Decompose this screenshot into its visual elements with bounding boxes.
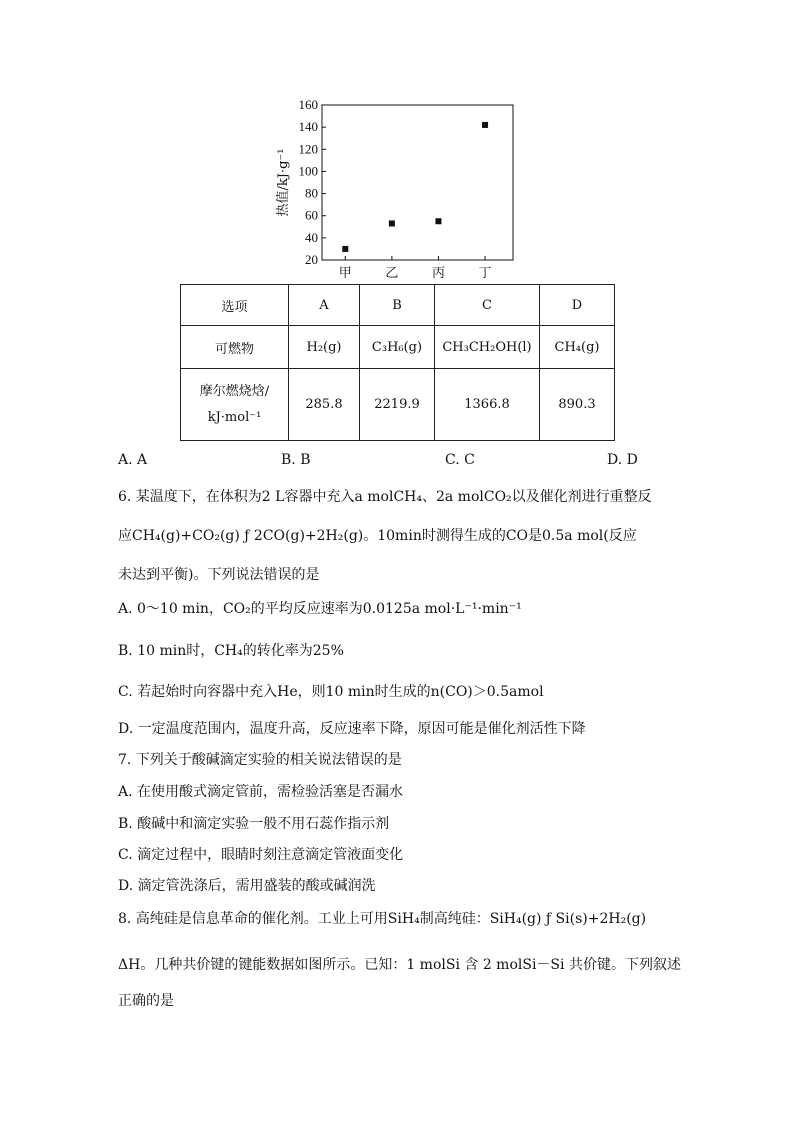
data-point xyxy=(435,218,441,224)
q6-stem-line2: 应CH₄(g)+CO₂(g) ƒ 2CO(g)+2H₂(g)。10min时测得生成的CO是0.5a mol(反应 xyxy=(118,528,637,544)
table-header-row xyxy=(181,285,615,326)
x-tick-label: 丙 xyxy=(431,266,445,281)
table-cell: 890.3 xyxy=(540,369,615,441)
table-cell: H₂(g) xyxy=(289,326,360,369)
y-tick-label: 60 xyxy=(305,207,318,223)
q6-stem-line1: 6. 某温度下，在体积为2 L容器中充入a molCH₄、2a molCO₂以及催化剂进行重整反 xyxy=(118,489,652,505)
q7-option-b: B. 酸碱中和滴定实验一般不用石蕊作指示剂 xyxy=(118,816,390,832)
data-point xyxy=(389,220,395,226)
x-tick-label: 乙 xyxy=(385,266,399,281)
combustion-enthalpy-table xyxy=(180,284,615,441)
heat-value-chart xyxy=(270,96,530,286)
plot-frame xyxy=(322,105,513,260)
x-tick-label: 甲 xyxy=(338,266,352,281)
q8-stem-line3: 正确的是 xyxy=(118,993,174,1009)
y-tick-label: 160 xyxy=(298,97,318,112)
q5-choice-b: B. B xyxy=(281,452,311,468)
chart-svg xyxy=(270,96,530,286)
q5-choice-a: A. A xyxy=(118,452,148,468)
q6-option-a: A. 0～10 min，CO₂的平均反应速率为0.0125a mol·L⁻¹·min⁻¹ xyxy=(118,601,522,617)
table-row xyxy=(181,326,615,369)
table-header-cell: 选项 xyxy=(181,285,289,326)
q8-stem-line2: ΔH。几种共价键的键能数据如图所示。已知：1 molSi 含 2 molSi－Si 共价键。下列叙述 xyxy=(118,957,681,973)
x-tick-label: 丁 xyxy=(478,266,492,281)
q7-option-c: C. 滴定过程中，眼睛时刻注意滴定管液面变化 xyxy=(118,847,404,863)
y-tick-label: 100 xyxy=(298,163,318,179)
table-cell: 285.8 xyxy=(289,369,360,441)
data-point xyxy=(342,246,348,252)
table-cell: 2219.9 xyxy=(360,369,435,441)
y-tick-label: 140 xyxy=(298,119,318,135)
table-header-cell: B xyxy=(360,285,435,326)
table-header-cell: D xyxy=(540,285,615,326)
y-tick-label: 40 xyxy=(305,229,318,245)
q7-option-d: D. 滴定管洗涤后，需用盛装的酸或碱润洗 xyxy=(118,878,376,894)
data-point xyxy=(482,122,488,128)
q5-choice-c: C. C xyxy=(445,452,475,468)
table-cell: CH₄(g) xyxy=(540,326,615,369)
table-row xyxy=(181,369,615,441)
row-label-line: kJ·mol⁻¹ xyxy=(207,409,262,425)
q6-option-d: D. 一定温度范围内，温度升高，反应速率下降，原因可能是催化剂活性下降 xyxy=(118,721,586,737)
q5-choice-d: D. D xyxy=(607,452,638,468)
table-header-cell: A xyxy=(289,285,360,326)
q7-stem: 7. 下列关于酸碱滴定实验的相关说法错误的是 xyxy=(118,752,402,768)
y-tick-label: 120 xyxy=(298,141,318,157)
q6-stem-line3: 未达到平衡)。下列说法错误的是 xyxy=(118,567,320,583)
table-header-cell: C xyxy=(435,285,540,326)
table-cell: C₃H₆(g) xyxy=(360,326,435,369)
row-label-line: 摩尔燃烧焓/ xyxy=(199,383,270,399)
y-tick-label: 80 xyxy=(305,185,318,201)
q8-stem-line1: 8. 高纯硅是信息革命的催化剂。工业上可用SiH₄制高纯硅：SiH₄(g) ƒ Si(s)+2H₂(g) xyxy=(118,911,647,927)
q6-option-b: B. 10 min时，CH₄的转化率为25% xyxy=(118,643,344,659)
q6-option-c: C. 若起始时向容器中充入He，则10 min时生成的n(CO)＞0.5amol xyxy=(118,684,544,700)
y-axis-label: 热值/kJ·g⁻¹ xyxy=(276,148,291,217)
row-label xyxy=(181,369,289,441)
row-label: 可燃物 xyxy=(181,326,289,369)
y-tick-label: 20 xyxy=(305,252,318,267)
q7-option-a: A. 在使用酸式滴定管前，需检验活塞是否漏水 xyxy=(118,784,404,800)
table-cell: 1366.8 xyxy=(435,369,540,441)
table-cell: CH₃CH₂OH(l) xyxy=(435,326,540,369)
